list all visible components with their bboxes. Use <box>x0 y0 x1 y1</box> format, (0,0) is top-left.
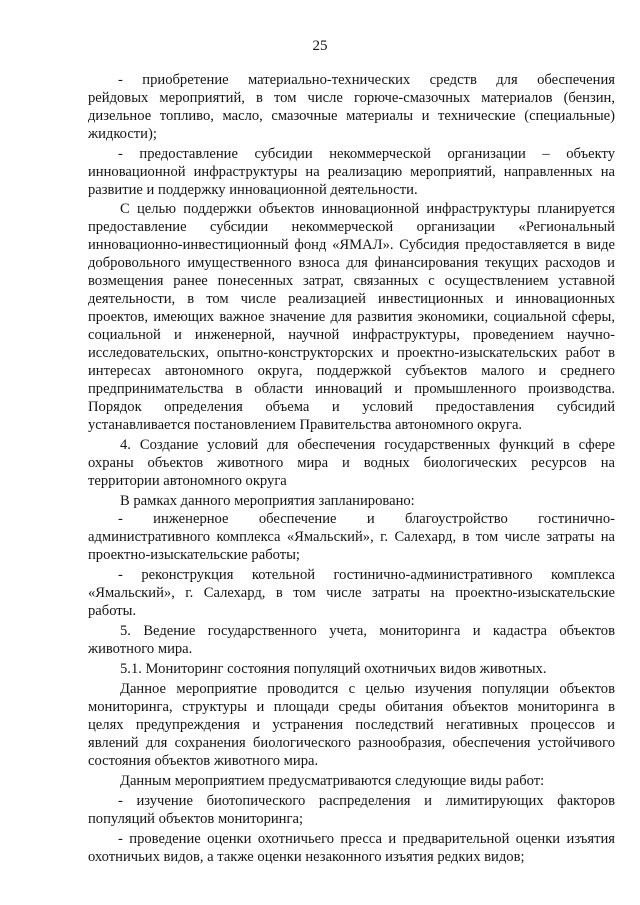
text-line: охраны объектов животного мира и водных биологических ресурсов на <box>88 455 615 471</box>
text-line: состояния объектов животного мира. <box>88 753 319 769</box>
text-line: Данным мероприятием предусматриваются следующие виды работ: <box>120 773 545 789</box>
text-line: инновационной инфраструктуры на реализацию мероприятий, направленных на <box>88 164 615 180</box>
text-line: С целью поддержки объектов инновационной инфраструктуры планируется <box>120 201 615 217</box>
page-number: 25 <box>312 38 328 54</box>
text-line: исследовательских, опытно-конструкторских и проектно-изыскательских работ в <box>88 345 615 361</box>
text-line: инновационно-инвестиционный фонд «ЯМАЛ». Субсидия предоставляется в виде <box>88 237 615 253</box>
text-line: 5. Ведение государственного учета, мониторинга и кадастра объектов <box>120 623 615 639</box>
text-line: - изучение биотопического распределения и лимитирующих факторов <box>118 793 615 809</box>
text-line: территории автономного округа <box>88 473 287 489</box>
text-line: явлений для сохранения биологического разнообразия, обеспечения устойчивого <box>88 735 615 751</box>
text-line: предоставление субсидии некоммерческой организации «Региональный <box>88 219 615 235</box>
text-line: - реконструкция котельной гостинично-административного комплекса <box>118 567 615 583</box>
text-line: целях предупреждения и устранения последствий негативных процессов и <box>88 717 615 733</box>
text-line: животного мира. <box>88 641 193 657</box>
text-line: Порядок определения объема и условий предоставления субсидий <box>88 399 615 415</box>
text-line: охотничьих видов, а также оценки незаконного изъятия редких видов; <box>88 849 525 865</box>
text-line: популяций объектов мониторинга; <box>88 811 304 827</box>
text-line: 5.1. Мониторинг состояния популяций охотничьих видов животных. <box>120 661 547 677</box>
text-line: развитие и поддержку инновационной деятельности. <box>88 182 418 198</box>
text-line: - предоставление субсидии некоммерческой организации – объекту <box>118 146 615 162</box>
text-line: предпринимательства в области инноваций и промышленного производства. <box>88 381 615 397</box>
text-line: Данное мероприятие проводится с целью изучения популяции объектов <box>120 681 615 697</box>
text-line: интересах автономного округа, поддержкой субъектов малого и среднего <box>88 363 615 379</box>
text-line: устанавливается постановлением Правительства автономного округа. <box>88 417 523 433</box>
text-line: дизельное топливо, масло, смазочные материалы и технические (специальные) <box>88 108 615 124</box>
text-line: проектов, имеющих важное значение для развития экономики, социальной сферы, <box>88 309 615 325</box>
text-line: жидкости); <box>88 126 157 142</box>
text-line: «Ямальский», г. Салехард, в том числе затраты на проектно-изыскательские <box>88 585 615 601</box>
text-line: - приобретение материально-технических средств для обеспечения <box>118 72 615 88</box>
text-line: рейдовых мероприятий, в том числе горюче-смазочных материалов (бензин, <box>88 90 615 106</box>
text-line: социальной и инженерной, научной инфраструктуры, проведением научно- <box>88 327 615 343</box>
text-line: 4. Создание условий для обеспечения государственных функций в сфере <box>120 437 615 453</box>
text-line: возмещения ранее понесенных затрат, связанных с осуществлением уставной <box>88 273 615 289</box>
text-line: - инженерное обеспечение и благоустройство гостинично- <box>118 511 615 527</box>
text-line: - проведение оценки охотничьего пресса и предварительной оценки изъятия <box>118 831 615 847</box>
text-line: В рамках данного мероприятия запланировано: <box>120 493 415 509</box>
text-line: деятельности, в том числе реализацией инвестиционных и инновационных <box>88 291 615 307</box>
text-line: работы. <box>88 603 137 619</box>
text-line: проектно-изыскательские работы; <box>88 547 300 563</box>
text-line: административного комплекса «Ямальский», г. Салехард, в том числе затраты на <box>88 529 615 545</box>
text-line: добровольного имущественного взноса для финансирования текущих расходов и <box>88 255 615 271</box>
text-line: мониторинга, структуры и площади среды обитания объектов мониторинга в <box>88 699 615 715</box>
